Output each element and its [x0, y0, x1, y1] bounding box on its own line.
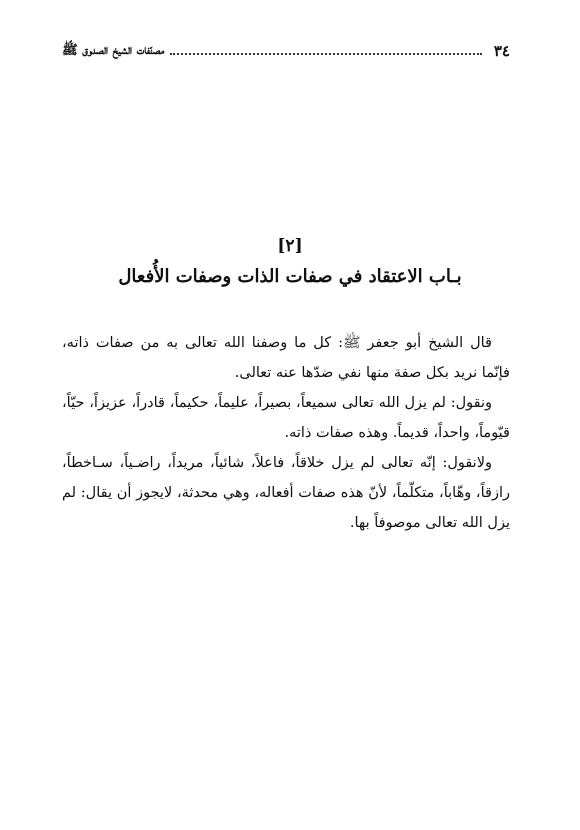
- page-number: ٣٤: [493, 42, 510, 60]
- header-book-title: مصنّفات الشيخ الصدوق ﷺ: [62, 42, 165, 58]
- header-dotted-leader: [170, 53, 482, 55]
- body-text: [62, 328, 510, 538]
- running-header: [62, 40, 510, 62]
- paragraph: ونقول: لم يزل الله تعالى سميعاً، بصيراً، عليماً، حكيماً، قادراً، عزيزاً، حيّاً، قيّوماً، واحداً، قديماً. وهذه صفات ذاته.: [62, 395, 510, 441]
- section-number: [٢]: [277, 236, 303, 256]
- paragraph: قال الشيخ أبو جعفر ﷺ: كل ما وصفنا الله تعالى به من صفات ذاته، فإنّما نريد بكل صفة منها نفي ضدّها عنه تعالى.: [62, 335, 510, 381]
- chapter-title: بـاب الاعتقاد في صفات الذات وصفات الأُفعال: [118, 266, 462, 287]
- paragraph: ولانقول: إنّه تعالى لم يزل خلاقاً، فاعلاً، شائياً، مريداً، راضـياً، سـاخطاً، رازقاً، وهّاباً، متكلّماً، لأنّ هذه صفات أفعاله، وهي محدثة، لايجوز أن يقال: لم يزل الله تعالى موصوفاً بها.: [62, 455, 510, 531]
